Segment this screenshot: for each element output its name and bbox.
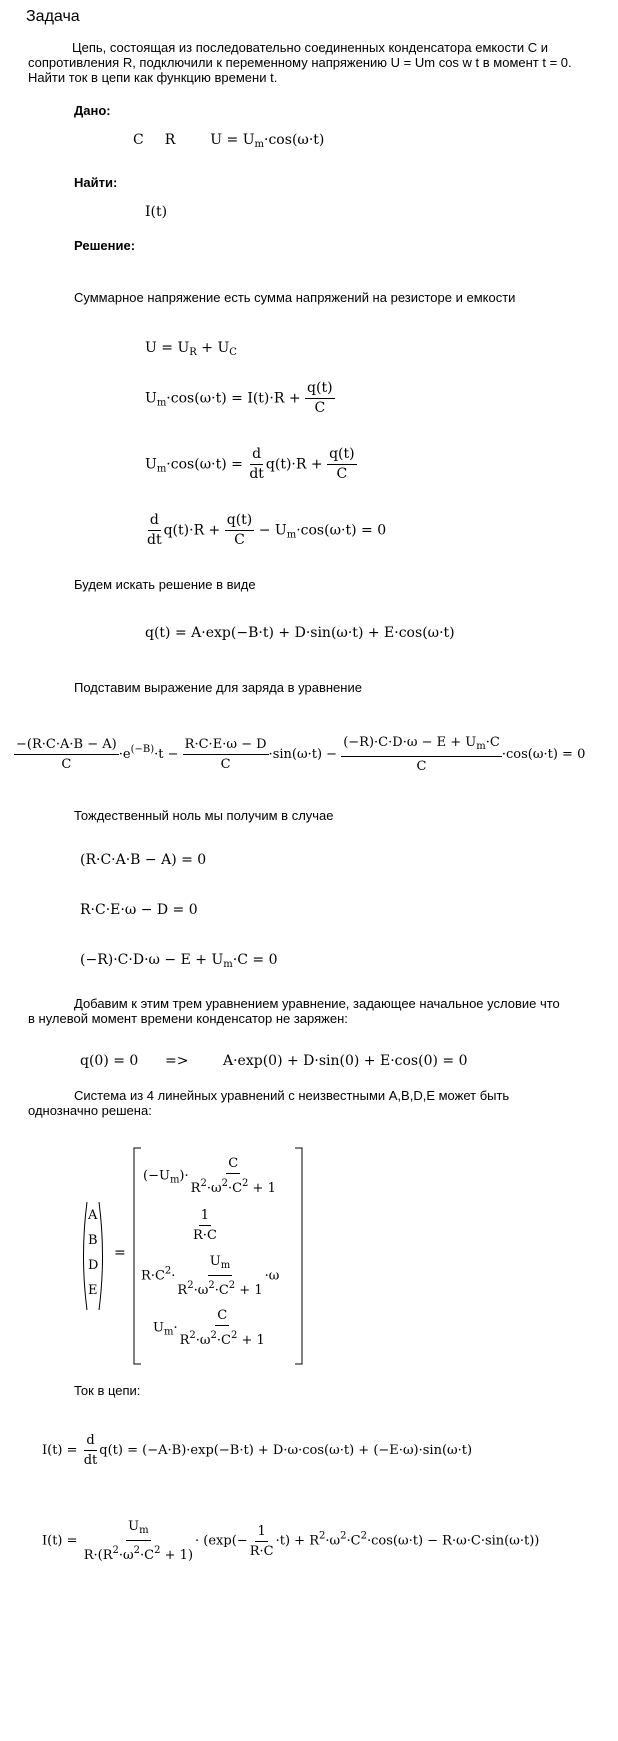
equation-kirchhoff: $U_m\cdot\cos(\omega\cdot t) = I(t)\cdot R$ + $\frac{q(t)}{C}$ [145,380,333,416]
equation-current-final: I(t) = $\frac{U_m}{R\cdot(R^2\cdot\omega^2\cdot C^2 + 1)}$ · (exp(− $\frac{1}{R\cdot C}$ $\cdot t) + R^2\cdot\omega^2\cdot C^2\cdot\cos(\omega\cdot t) - R\cdot\omega\cdot C\cdot\sin(\omega\cdot t)$) [42,1519,540,1563]
implies-arrow: => [165,1053,189,1069]
find-formula: I(t) [145,204,168,220]
equation-condition-3: $(-R)\cdot C\cdot D\cdot\omega - E + U_m\cdot C = 0$ [80,952,278,970]
equation-current-derivative: I(t) = $\frac{d}{dt}$ q(t) = (−A·B)·exp(−B·t) + D·ω·cos(ω·t) + (−E·ω)·sin(ω·t) [42,1433,473,1468]
matrix-row-e: $U_m\cdot$ $\frac{C}{R^2\cdot\omega^2\cdot C^2 + 1}$ [153,1308,265,1348]
matrix-row-d: $R\cdot C^2\cdot$ $\frac{U_m}{R^2\cdot\omega^2\cdot C^2 + 1}$ ·ω [141,1254,280,1298]
vector-d: D [88,1258,99,1273]
page-title: Задача [26,8,80,25]
unknowns-vector [80,1200,106,1312]
problem-line-1: Цепь, состоящая из последовательно соединенных конденсатора емкости С и [72,40,549,55]
equation-initial-left: q(0) = 0 [80,1053,139,1069]
equation-condition-1: (R·C·A·B − A) = 0 [80,852,207,868]
problem-line-2: сопротивления R, подключили к переменному напряжению U = Um cos w t в момент t = 0. [28,55,572,70]
solution-label: Решение: [74,238,136,253]
given-label: Дано: [74,103,111,118]
text-initial-condition-2: в нулевой момент времени конденсатор не заряжен: [28,1011,348,1026]
equation-substituted: $\frac{-(R\cdot C\cdot A\cdot B - A)}{C}$ $\cdot e^{(-B)}\cdot t$ − $\frac{R\cdot C\cdot E\cdot\omega - D}{C}$ ·sin(ω·t) − $\frac{(-R)\cdot C\cdot D\cdot\omega - E + U_m\cdot C}{C}$ ·cos(ω·t) = 0 [16,735,586,774]
vector-b: B [88,1233,98,1248]
equation-voltage-sum: $U = U_R + U_C$ [145,340,237,358]
vector-a: A [88,1208,98,1223]
equation-differential: $\frac{d}{dt}$ q(t)·R + $\frac{q(t)}{C}$ − $U_m\cdot\cos(\omega\cdot t) = 0$ [147,512,387,548]
text-solution-form: Будем искать решение в виде [74,577,256,592]
matrix-row-a: $(-U_m)\cdot$ $\frac{C}{R^2\cdot\omega^2\cdot C^2 + 1}$ [143,1156,276,1196]
equation-kirchhoff-derivative: $U_m\cdot\cos(\omega\cdot t)$ = $\frac{d}{dt}$ q(t)·R + $\frac{q(t)}{C}$ [145,446,355,482]
vector-e: E [88,1283,98,1298]
text-system-2: однозначно решена: [28,1103,152,1118]
text-current: Ток в цепи: [74,1383,141,1398]
given-formula: C R $U = U_m\cdot\cos(\omega\cdot t)$ [133,132,325,150]
text-identity: Тождественный ноль мы получим в случае [74,808,334,823]
text-substitute: Подставим выражение для заряда в уравнение [74,680,362,695]
text-system-1: Система из 4 линейных уравнений с неизвестными A,B,D,E может быть [74,1088,510,1103]
text-initial-condition-1: Добавим к этим трем уравнением уравнение, задающее начальное условие что [74,996,560,1011]
equation-charge-ansatz: q(t) = A·exp(−B·t) + D·sin(ω·t) + E·cos(ω·t) [145,625,455,641]
solution-matrix [133,1147,303,1365]
problem-line-3: Найти ток в цепи как функцию времени t. [28,70,278,85]
text-sum-voltage: Суммарное напряжение есть сумма напряжений на резисторе и емкости [74,290,516,305]
matrix-equals: = [114,1245,126,1261]
equation-condition-2: R·C·E·ω − D = 0 [80,902,198,918]
equation-initial-right: A·exp(0) + D·sin(0) + E·cos(0) = 0 [223,1053,468,1069]
matrix-row-b: $\frac{1}{R\cdot C}$ [193,1208,217,1243]
find-label: Найти: [74,175,118,190]
